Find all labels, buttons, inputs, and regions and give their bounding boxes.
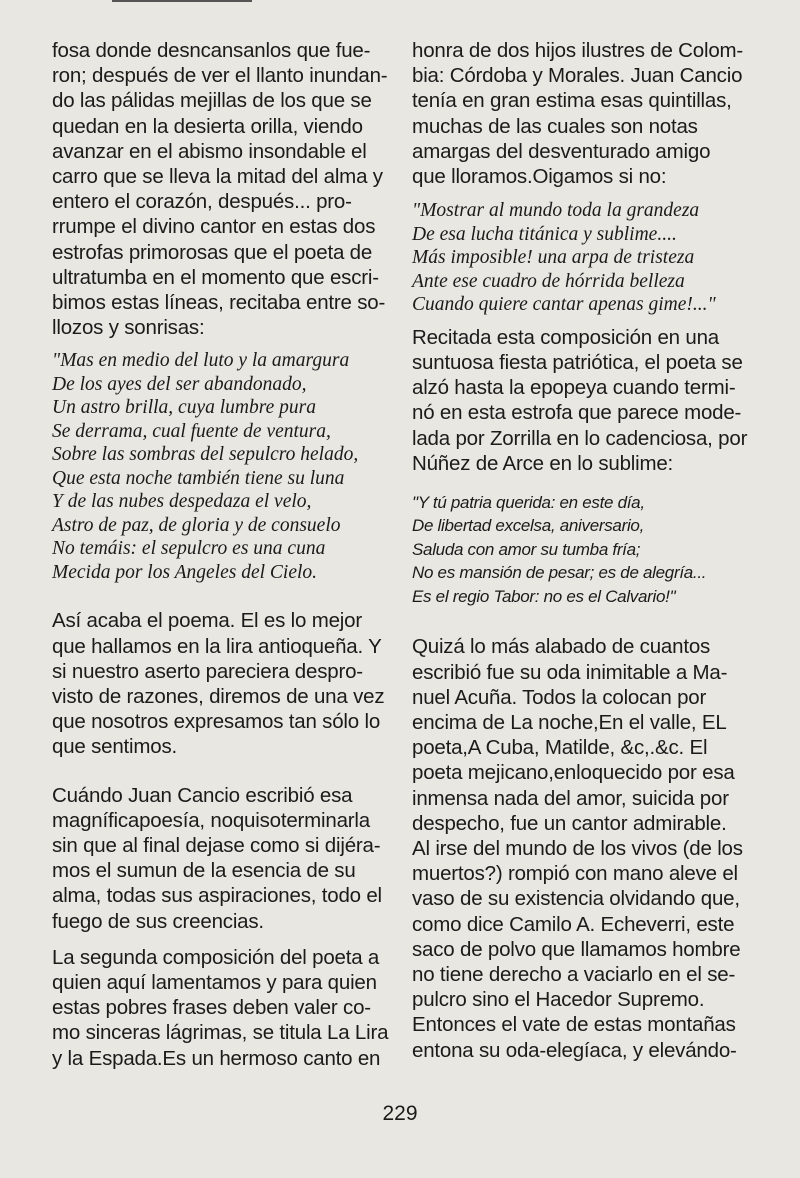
text-line: Más imposible! una arpa de tristeza — [412, 247, 695, 269]
text-line: quien aquí lamentamos y para quien — [52, 971, 377, 995]
text-line: encima de La noche,En el valle, EL — [412, 711, 727, 735]
text-line: Mecida por los Angeles del Cielo. — [52, 561, 318, 583]
text-line: No es mansión de pesar; es de alegría... — [412, 563, 707, 583]
text-line: muertos?) rompió con mano aleve el — [412, 862, 738, 886]
text-line: visto de razones, diremos de una vez — [52, 685, 385, 709]
text-line: Se derrama, cual fuente de ventura, — [52, 420, 331, 442]
text-line: Un astro brilla, cuya lumbre pura — [52, 397, 316, 419]
page-number: 229 — [382, 1102, 418, 1125]
text-line: bimos estas líneas, recitaba entre so- — [52, 291, 386, 315]
text-line: que lloramos.Oigamos si no: — [412, 165, 667, 189]
poem-stanza-luto — [52, 349, 382, 584]
text-line: Quizá lo más alabado de cuantos — [412, 635, 711, 659]
text-line: Y de las nubes despedaza el velo, — [52, 491, 312, 513]
text-line: y la Espada.Es un hermoso canto en — [52, 1046, 381, 1070]
text-line: Cuándo Juan Cancio escribió esa — [52, 783, 353, 807]
text-line: Cuando quiere cantar apenas gime!..." — [412, 294, 716, 316]
text-line: Sobre las sombras del sepulcro helado, — [52, 444, 359, 466]
poem-patria-querida — [412, 491, 742, 609]
text-line: alma, todas sus aspiraciones, todo el — [52, 884, 382, 908]
text-line: honra de dos hijos ilustres de Colom- — [412, 39, 744, 62]
text-line: escribió fue su oda inimitable a Ma- — [412, 660, 728, 684]
text-line: amargas del desventurado amigo — [412, 139, 711, 163]
text-line: que sentimos. — [52, 735, 178, 759]
text-line: No temáis: el sepulcro es una cuna — [52, 538, 326, 560]
paragraph-cuando-juan-cancio — [52, 783, 382, 934]
text-line: Que esta noche también tiene su luna — [52, 467, 345, 489]
text-line: entona su oda-elegíaca, y elevándo- — [412, 1038, 737, 1062]
paragraph-quiza — [412, 634, 742, 1062]
text-line: bia: Córdoba y Morales. Juan Cancio — [412, 64, 743, 88]
paragraph-burial — [52, 38, 388, 340]
top-rule — [112, 0, 252, 2]
text-line: Así acaba el poema. El es lo mejor — [52, 609, 362, 633]
text-line: De los ayes del ser abandonado, — [52, 373, 307, 395]
text-line: avanzar en el abismo insondable el — [52, 139, 367, 163]
text-line: nuel Acuña. Todos la colocan por — [412, 685, 707, 709]
text-line: muchas de las cuales son notas — [412, 114, 698, 138]
right-column — [412, 38, 748, 1063]
text-line: no tiene derecho a vaciarlo en el se- — [412, 963, 736, 987]
text-line: ultratumba en el momento que escri- — [52, 265, 379, 289]
text-line: nó en esta estrofa que parece mode- — [412, 401, 742, 425]
text-line: inmensa nada del amor, suicida por — [412, 786, 729, 810]
text-line: vaso de su existencia olvidando que, — [412, 887, 740, 911]
text-line: llozos y sonrisas: — [52, 316, 205, 340]
text-line: Saluda con amor su tumba fría; — [412, 539, 641, 559]
text-line: carro que se lleva la mitad del alma y — [52, 165, 383, 189]
text-line: fuego de sus creencias. — [52, 909, 264, 933]
paragraph-honra — [412, 38, 742, 189]
text-line: mos el sumun de la esencia de su — [52, 859, 356, 883]
text-line: estas pobres frases deben valer co- — [52, 996, 371, 1020]
text-line: suntuosa fiesta patriótica, el poeta se — [412, 350, 743, 374]
paragraph-asi-acaba — [52, 608, 385, 759]
text-line: lada por Zorrilla en lo cadenciosa, por — [412, 426, 748, 450]
text-line: mo sinceras lágrimas, se titula La Lira — [52, 1021, 389, 1045]
text-line: si nuestro aserto pareciera despro- — [52, 659, 363, 683]
left-column — [52, 38, 389, 1071]
text-line: De esa lucha titánica y sublime.... — [412, 223, 677, 245]
text-line: Al irse del mundo de los vivos (de los — [412, 837, 743, 861]
text-line: que nosotros expresamos tan sólo lo — [52, 710, 381, 734]
text-line: do las pálidas mejillas de los que se — [52, 89, 372, 113]
text-line: Entonces el vate de estas montañas — [412, 1013, 736, 1037]
text-line: estrofas primorosas que el poeta de — [52, 240, 373, 264]
paragraph-recitada — [412, 325, 748, 476]
text-line: "Mas en medio del luto y la amargura — [52, 350, 350, 372]
text-line: pulcro sino el Hacedor Supremo. — [412, 988, 705, 1012]
text-line: tenía en gran estima esas quintillas, — [412, 89, 732, 113]
text-line: quedan en la desierta orilla, viendo — [52, 114, 363, 138]
text-line: rrumpe el divino cantor en estas dos — [52, 215, 376, 239]
text-line: Recitada esta composición en una — [412, 325, 719, 349]
text-line: saco de polvo que llamamos hombre — [412, 937, 741, 961]
text-line: La segunda composición del poeta a — [52, 945, 380, 969]
text-line: como dice Camilo A. Echeverri, este — [412, 912, 735, 936]
text-line: Núñez de Arce en lo sublime: — [412, 451, 674, 475]
text-line: sin que al final dejase como si dijéra- — [52, 834, 381, 858]
text-line: despecho, fue un cantor admirable. — [412, 811, 727, 835]
text-line: entero el corazón, después... pro- — [52, 190, 352, 214]
text-line: ron; después de ver el llanto inundan- — [52, 64, 388, 88]
poem-quintilla — [412, 199, 742, 317]
text-line: alzó hasta la epopeya cuando termi- — [412, 376, 736, 400]
text-line: "Mostrar al mundo toda la grandeza — [412, 200, 700, 222]
paragraph-segunda-composicion — [52, 945, 389, 1071]
text-line: Astro de paz, de gloria y de consuelo — [52, 514, 341, 536]
text-line: magníficapoesía, noquisoterminarla — [52, 808, 370, 832]
text-line: "Y tú patria querida: en este día, — [412, 492, 645, 512]
text-line: Ante ese cuadro de hórrida belleza — [412, 270, 685, 292]
text-line: que hallamos en la lira antioqueña. Y — [52, 634, 382, 658]
text-line: poeta,A Cuba, Matilde, &c,.&c. El — [412, 736, 708, 760]
text-line: fosa donde desncansanlos que fue- — [52, 39, 371, 62]
text-line: De libertad excelsa, aniversario, — [412, 516, 644, 536]
text-line: poeta mejicano,enloquecido por esa — [412, 761, 735, 785]
text-line: Es el regio Tabor: no es el Calvario!" — [412, 586, 676, 606]
